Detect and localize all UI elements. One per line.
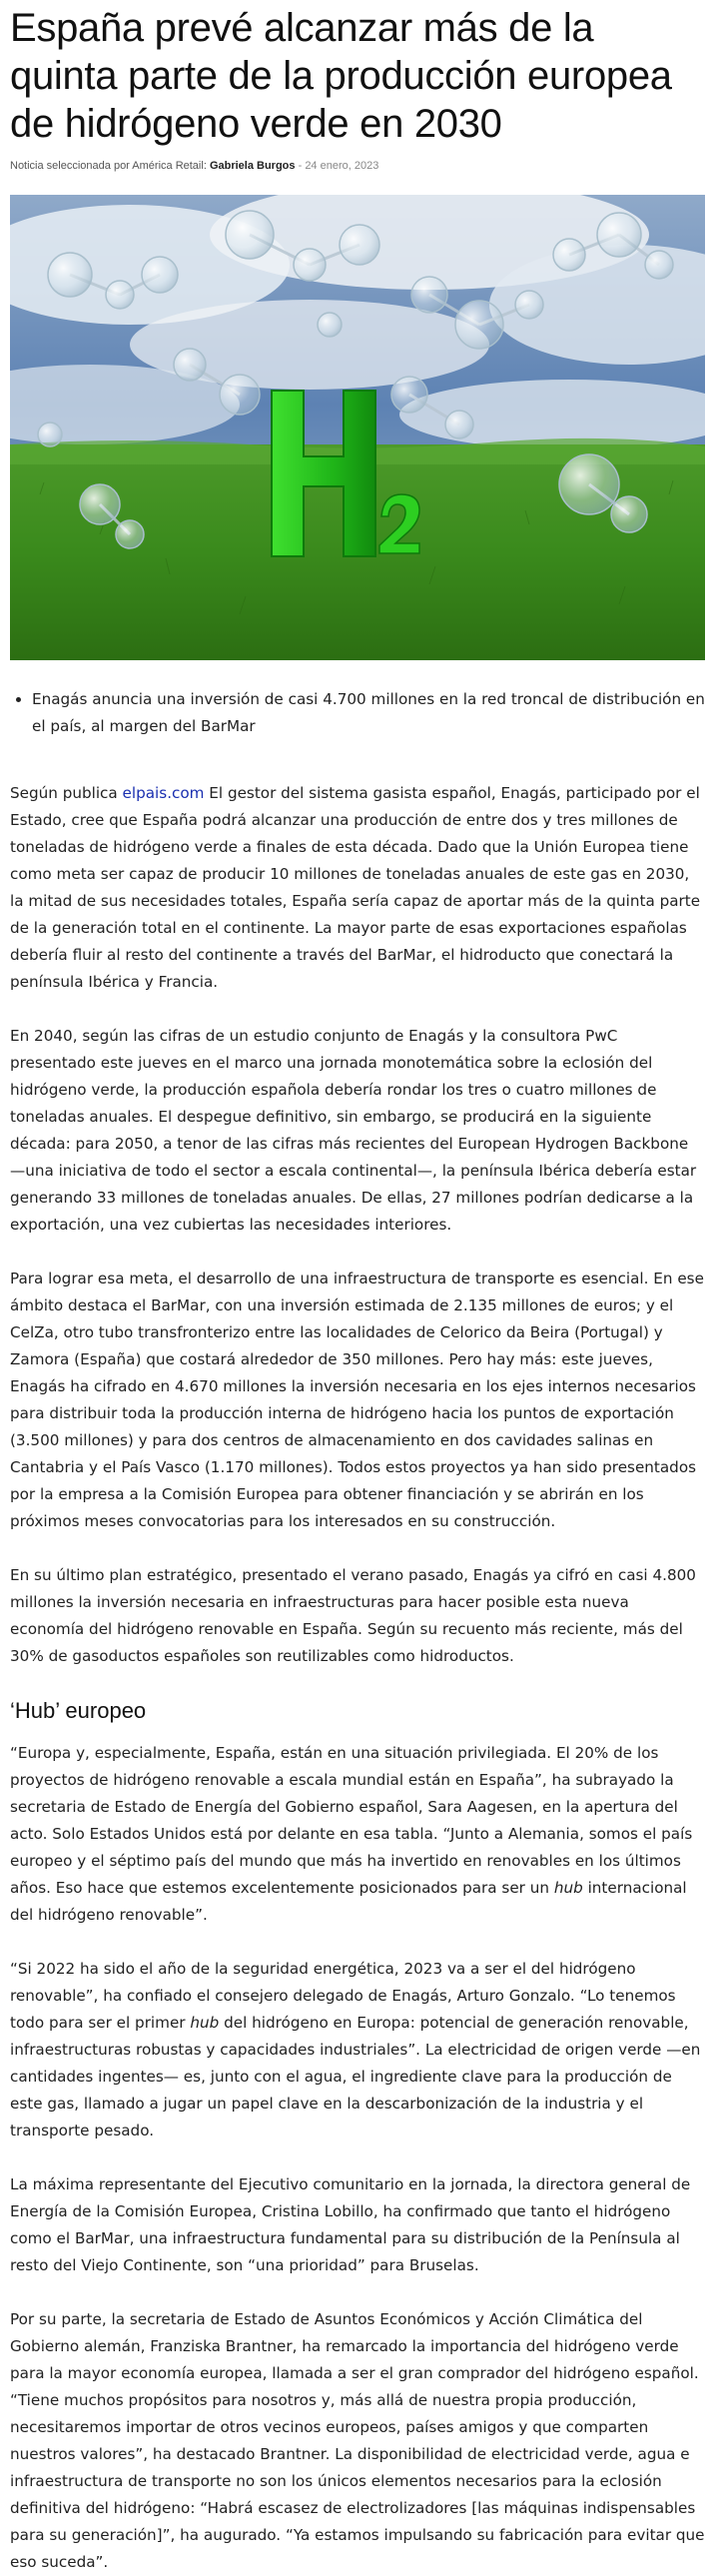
paragraph-7: La máxima representante del Ejecutivo comunitario en la jornada, la directora general de Energía de la Comisión Europea, Cristina Lobillo, ha confirmado que tanto el hidrógeno como el BarMar, una infraestructura fundamental para su distribución de la Península al resto del Viejo Continente, son “una prioridad” para Bruselas. bbox=[10, 2175, 691, 2274]
article-title: España prevé alcanzar más de la quinta parte de la producción europea de hidrógeno verde en 2030 bbox=[10, 6, 672, 146]
source-link[interactable]: elpais.com bbox=[122, 784, 205, 802]
paragraph-5-emphasis: hub bbox=[553, 1879, 583, 1897]
byline bbox=[10, 160, 705, 172]
paragraph-6-text-b: del hidrógeno en Europa: potencial de generación renovable, infraestructuras robustas y capacidades industriales”. La electricidad de origen verde —en cantidades ingentes— es, junto con el agua, el ingrediente clave para la producción de este gas, llamado a jugar un papel clave en la descarbonización de la industria y el transporte pesado. bbox=[10, 2014, 701, 2140]
paragraph-8: Por su parte, la secretaria de Estado de Asuntos Económicos y Acción Climática del Gobierno alemán, Franziska Brantner, ha remarcado la importancia del hidrógeno verde para la mayor economía europea, llamada a ser el gran comprador del hidrógeno español. “Tiene muchos propósitos para nosotros y, más allá de nuestra propia producción, necesitaremos importar de otros vecinos europeos, países amigos y que comparten nuestros valores”, ha destacado Brantner. La disponibilidad de electricidad verde, agua e infraestructura de transporte no son los únicos elementos necesarios para la eclosión definitiva del hidrógeno: “Habrá escasez de electrolizadores [las máquinas indispensables para su generación]”, ha augurado. “Ya estamos impulsando su fabricación para evitar que eso suceda”. bbox=[10, 2310, 705, 2571]
paragraph-6-emphasis: hub bbox=[190, 2014, 220, 2032]
hero-image bbox=[10, 195, 705, 660]
paragraph-5-text-b: internacional del hidrógeno renovable”. bbox=[10, 1879, 687, 1924]
section-heading: ‘Hub’ europeo bbox=[10, 1698, 147, 1723]
paragraph-1-text: El gestor del sistema gasista español, Enagás, participado por el Estado, cree que España podrá alcanzar una producción de entre dos y tres millones de toneladas de hidrógeno verde a finales de esta década. Dado que la Unión Europea tiene como meta ser capaz de producir 10 millones de toneladas anuales de este gas en 2030, la mitad de sus necesidades totales, España sería capaz de aportar más de la quinta parte de la generación total en el continente. La mayor parte de esas exportaciones españolas debería fluir al resto del continente a través del BarMar, el hidroducto que conectará la península Ibérica y Francia. bbox=[10, 784, 701, 991]
paragraph-6-text-a: “Si 2022 ha sido el año de la seguridad energética, 2023 va a ser el del hidrógeno renovable”, ha confiado el consejero delegado de Enagás, Arturo Gonzalo. “Lo tenemos todo para ser el primer bbox=[10, 1960, 676, 2032]
article-body bbox=[10, 686, 705, 2576]
paragraph-4: En su último plan estratégico, presentado el verano pasado, Enagás ya cifró en casi 4.800 millones la inversión necesaria en infraestructuras para hacer posible esta nueva economía del hidrógeno renovable en España. Según su recuento más reciente, más del 30% de gasoductos españoles son reutilizables como hidroductos. bbox=[10, 1566, 696, 1665]
paragraph-2: En 2040, según las cifras de un estudio conjunto de Enagás y la consultora PwC presentado este jueves en el marco una jornada monotemática sobre la eclosión del hidrógeno verde, la producción española debería rondar los tres o cuatro millones de toneladas anuales. El despegue definitivo, sin embargo, se producirá en la siguiente década: para 2050, a tenor de las cifras más recientes del European Hydrogen Backbone —una iniciativa de todo el sector a escala continental—, la península Ibérica debería estar generando 33 millones de toneladas anuales. De ellas, 27 millones podrían dedicarse a la exportación, una vez cubiertas las necesidades interiores. bbox=[10, 1027, 697, 1234]
author-link[interactable]: Gabriela Burgos bbox=[209, 160, 296, 172]
publish-date: 24 enero, 2023 bbox=[305, 160, 379, 172]
source-lead: Según publica bbox=[10, 784, 118, 802]
summary-bullets bbox=[10, 686, 705, 740]
paragraph-5-text-a: “Europa y, especialmente, España, están en una situación privilegiada. El 20% de los proyectos de hidrógeno renovable a escala mundial están en España”, ha subrayado la secretaria de Estado de Energía del Gobierno español, Sara Aagesen, en la apertura del acto. Solo Estados Unidos está por delante en esa tabla. “Junto a Alemania, somos el país europeo y el séptimo país del mundo que más ha invertido en renovables en los últimos años. Eso hace que estemos excelentemente posicionados para ser un bbox=[10, 1744, 693, 1897]
paragraph-3: Para lograr esa meta, el desarrollo de una infraestructura de transporte es esencial. En ese ámbito destaca el BarMar, con una inversión estimada de 2.135 millones de euros; y el CelZa, otro tubo transfronterizo entre las localidades de Celorico da Beira (Portugal) y Zamora (España) que costará alrededor de 350 millones. Pero hay más: este jueves, Enagás ha cifrado en 4.670 millones la inversión necesaria en los ejes internos necesarios para distribuir toda la producción interna de hidrógeno hacia los puntos de exportación (3.500 millones) y para dos centros de almacenamiento en dos cavidades salinas en Cantabria y el País Vasco (1.170 millones). Todos estos proyectos ya han sido presentados por la empresa a la Comisión Europea para obtener financiación y se abrirán en los próximos meses convocatorias para los interesados en su construcción. bbox=[10, 1270, 704, 1530]
summary-bullet-item: • Enagás anuncia una inversión de casi 4.700 millones en la red troncal de distribución en el país, al margen del BarMar bbox=[32, 686, 705, 740]
paragraph-5 bbox=[10, 1740, 705, 1929]
paragraph-6 bbox=[10, 1956, 705, 2145]
byline-separator: - bbox=[298, 160, 303, 172]
paragraph-1 bbox=[10, 780, 705, 996]
byline-prefix: Noticia seleccionada por América Retail: bbox=[10, 160, 207, 172]
